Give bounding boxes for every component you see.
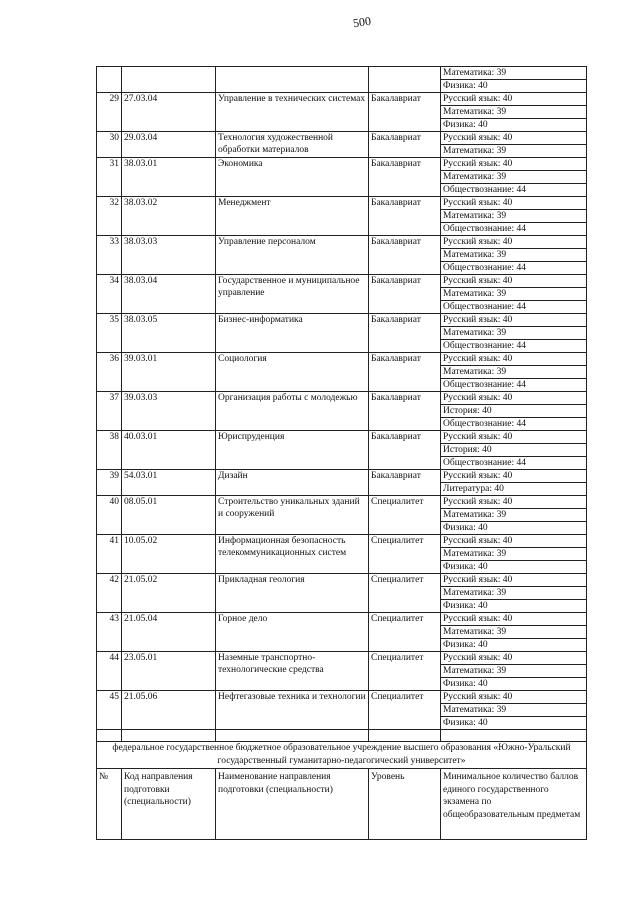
code-cell: 38.03.01 xyxy=(122,158,216,197)
score-cell: Математика: 39 xyxy=(441,366,587,379)
row-number-cell xyxy=(97,67,122,93)
score-cell: Русский язык: 40 xyxy=(441,236,587,249)
code-cell: 39.03.01 xyxy=(122,353,216,392)
level-cell: Специалитет xyxy=(369,652,441,691)
institution-row xyxy=(97,742,587,769)
row-number-cell: 33 xyxy=(97,236,122,275)
code-cell: 21.05.02 xyxy=(122,574,216,613)
code-cell: 38.03.02 xyxy=(122,197,216,236)
table-row xyxy=(97,613,587,626)
level-cell: Бакалавриат xyxy=(369,470,441,496)
name-cell: Прикладная геология xyxy=(216,574,369,613)
level-cell: Специалитет xyxy=(369,535,441,574)
score-cell: Математика: 39 xyxy=(441,704,587,717)
score-cell: Русский язык: 40 xyxy=(441,392,587,405)
empty-cell xyxy=(369,730,441,742)
name-cell: Информационная безопасность телекоммуникационных систем xyxy=(216,535,369,574)
code-cell: 40.03.01 xyxy=(122,431,216,470)
code-cell: 29.03.04 xyxy=(122,132,216,158)
score-cell: Математика: 39 xyxy=(441,67,587,80)
empty-cell xyxy=(122,730,216,742)
level-cell: Бакалавриат xyxy=(369,392,441,431)
score-cell: Математика: 39 xyxy=(441,548,587,561)
table-row xyxy=(97,275,587,288)
row-number-cell: 44 xyxy=(97,652,122,691)
score-cell: Русский язык: 40 xyxy=(441,574,587,587)
table-row xyxy=(97,197,587,210)
row-number-cell: 40 xyxy=(97,496,122,535)
level-cell: Бакалавриат xyxy=(369,314,441,353)
empty-cell xyxy=(97,730,122,742)
row-number-cell: 36 xyxy=(97,353,122,392)
code-cell: 10.05.02 xyxy=(122,535,216,574)
level-cell: Бакалавриат xyxy=(369,275,441,314)
score-cell: История: 40 xyxy=(441,444,587,457)
row-number-cell: 30 xyxy=(97,132,122,158)
table-row xyxy=(97,314,587,327)
score-cell: Математика: 39 xyxy=(441,665,587,678)
score-cell: Физика: 40 xyxy=(441,639,587,652)
name-cell xyxy=(216,67,369,93)
code-cell: 08.05.01 xyxy=(122,496,216,535)
score-cell: Математика: 39 xyxy=(441,171,587,184)
score-cell: Математика: 39 xyxy=(441,106,587,119)
code-cell: 27.03.04 xyxy=(122,93,216,132)
code-cell: 38.03.05 xyxy=(122,314,216,353)
table-row xyxy=(97,691,587,704)
score-cell: Обществознание: 44 xyxy=(441,379,587,392)
header-scores: Минимальное количество баллов единого государственного экзамена по общеобразовательным предметам xyxy=(441,769,587,840)
name-cell: Бизнес-информатика xyxy=(216,314,369,353)
table-row xyxy=(97,470,587,483)
level-cell: Специалитет xyxy=(369,574,441,613)
level-cell: Бакалавриат xyxy=(369,197,441,236)
name-cell: Строительство уникальных зданий и сооружений xyxy=(216,496,369,535)
name-cell: Наземные транспортно-технологические средства xyxy=(216,652,369,691)
header-level: Уровень xyxy=(369,769,441,840)
empty-row xyxy=(97,730,587,742)
code-cell: 38.03.04 xyxy=(122,275,216,314)
score-cell: История: 40 xyxy=(441,405,587,418)
level-cell: Бакалавриат xyxy=(369,132,441,158)
row-number-cell: 37 xyxy=(97,392,122,431)
score-cell: Русский язык: 40 xyxy=(441,431,587,444)
header-code: Код направления подготовки (специальности) xyxy=(122,769,216,840)
name-cell: Организация работы с молодежью xyxy=(216,392,369,431)
score-cell: Математика: 39 xyxy=(441,587,587,600)
table-row xyxy=(97,652,587,665)
code-cell xyxy=(122,67,216,93)
score-cell: Русский язык: 40 xyxy=(441,93,587,106)
score-cell: Математика: 39 xyxy=(441,509,587,522)
score-cell: Обществознание: 44 xyxy=(441,340,587,353)
score-cell: Русский язык: 40 xyxy=(441,353,587,366)
score-cell: Обществознание: 44 xyxy=(441,418,587,431)
row-number-cell: 43 xyxy=(97,613,122,652)
name-cell: Социология xyxy=(216,353,369,392)
score-cell: Физика: 40 xyxy=(441,80,587,93)
page-number: 500 xyxy=(352,13,372,31)
level-cell: Специалитет xyxy=(369,496,441,535)
score-cell: Русский язык: 40 xyxy=(441,132,587,145)
score-cell: Физика: 40 xyxy=(441,717,587,730)
score-cell: Физика: 40 xyxy=(441,561,587,574)
row-number-cell: 35 xyxy=(97,314,122,353)
code-cell: 23.05.01 xyxy=(122,652,216,691)
score-cell: Математика: 39 xyxy=(441,210,587,223)
row-number-cell: 29 xyxy=(97,93,122,132)
table-row xyxy=(97,158,587,171)
row-number-cell: 45 xyxy=(97,691,122,730)
table-row xyxy=(97,93,587,106)
name-cell: Менеджмент xyxy=(216,197,369,236)
level-cell: Бакалавриат xyxy=(369,158,441,197)
score-cell: Обществознание: 44 xyxy=(441,184,587,197)
score-cell: Русский язык: 40 xyxy=(441,275,587,288)
header-number: № xyxy=(97,769,122,840)
score-cell: Русский язык: 40 xyxy=(441,535,587,548)
score-cell: Русский язык: 40 xyxy=(441,158,587,171)
score-cell: Обществознание: 44 xyxy=(441,457,587,470)
score-cell: Математика: 39 xyxy=(441,288,587,301)
table-row xyxy=(97,535,587,548)
table-row xyxy=(97,574,587,587)
score-cell: Математика: 39 xyxy=(441,249,587,262)
name-cell: Технология художественной обработки материалов xyxy=(216,132,369,158)
score-cell: Физика: 40 xyxy=(441,522,587,535)
table-row xyxy=(97,496,587,509)
level-cell: Специалитет xyxy=(369,691,441,730)
score-cell: Обществознание: 44 xyxy=(441,301,587,314)
code-cell: 38.03.03 xyxy=(122,236,216,275)
name-cell: Управление в технических системах xyxy=(216,93,369,132)
name-cell: Экономика xyxy=(216,158,369,197)
score-cell: Обществознание: 44 xyxy=(441,223,587,236)
institution-name: федеральное государственное бюджетное образовательное учреждение высшего образования «Южно-Уральский государственный гуманитарно-педагогический университет» xyxy=(97,742,587,769)
score-cell: Математика: 39 xyxy=(441,327,587,340)
name-cell: Горное дело xyxy=(216,613,369,652)
score-cell: Русский язык: 40 xyxy=(441,652,587,665)
score-cell: Русский язык: 40 xyxy=(441,314,587,327)
row-number-cell: 38 xyxy=(97,431,122,470)
score-cell: Литература: 40 xyxy=(441,483,587,496)
level-cell xyxy=(369,67,441,93)
code-cell: 21.05.06 xyxy=(122,691,216,730)
code-cell: 21.05.04 xyxy=(122,613,216,652)
score-cell: Обществознание: 44 xyxy=(441,262,587,275)
admission-table xyxy=(96,66,587,840)
name-cell: Государственное и муниципальное управление xyxy=(216,275,369,314)
row-number-cell: 39 xyxy=(97,470,122,496)
empty-cell xyxy=(216,730,369,742)
score-cell: Физика: 40 xyxy=(441,678,587,691)
level-cell: Бакалавриат xyxy=(369,93,441,132)
level-cell: Специалитет xyxy=(369,613,441,652)
table-row xyxy=(97,132,587,145)
row-number-cell: 31 xyxy=(97,158,122,197)
level-cell: Бакалавриат xyxy=(369,431,441,470)
score-cell: Русский язык: 40 xyxy=(441,613,587,626)
row-number-cell: 34 xyxy=(97,275,122,314)
row-number-cell: 32 xyxy=(97,197,122,236)
table-row xyxy=(97,236,587,249)
header-row xyxy=(97,769,587,840)
table-row xyxy=(97,392,587,405)
name-cell: Управление персоналом xyxy=(216,236,369,275)
level-cell: Бакалавриат xyxy=(369,353,441,392)
score-cell: Русский язык: 40 xyxy=(441,470,587,483)
header-name: Наименование направления подготовки (специальности) xyxy=(216,769,369,840)
score-cell: Физика: 40 xyxy=(441,600,587,613)
name-cell: Дизайн xyxy=(216,470,369,496)
score-cell: Математика: 39 xyxy=(441,626,587,639)
code-cell: 54.03.01 xyxy=(122,470,216,496)
score-cell: Физика: 40 xyxy=(441,119,587,132)
name-cell: Нефтегазовые техника и технологии xyxy=(216,691,369,730)
score-cell: Русский язык: 40 xyxy=(441,496,587,509)
continuation-row xyxy=(97,67,587,80)
score-cell: Математика: 39 xyxy=(441,145,587,158)
empty-cell xyxy=(441,730,587,742)
row-number-cell: 41 xyxy=(97,535,122,574)
code-cell: 39.03.03 xyxy=(122,392,216,431)
score-cell: Русский язык: 40 xyxy=(441,197,587,210)
table-row xyxy=(97,353,587,366)
name-cell: Юриспруденция xyxy=(216,431,369,470)
score-cell: Русский язык: 40 xyxy=(441,691,587,704)
row-number-cell: 42 xyxy=(97,574,122,613)
table-row xyxy=(97,431,587,444)
level-cell: Бакалавриат xyxy=(369,236,441,275)
